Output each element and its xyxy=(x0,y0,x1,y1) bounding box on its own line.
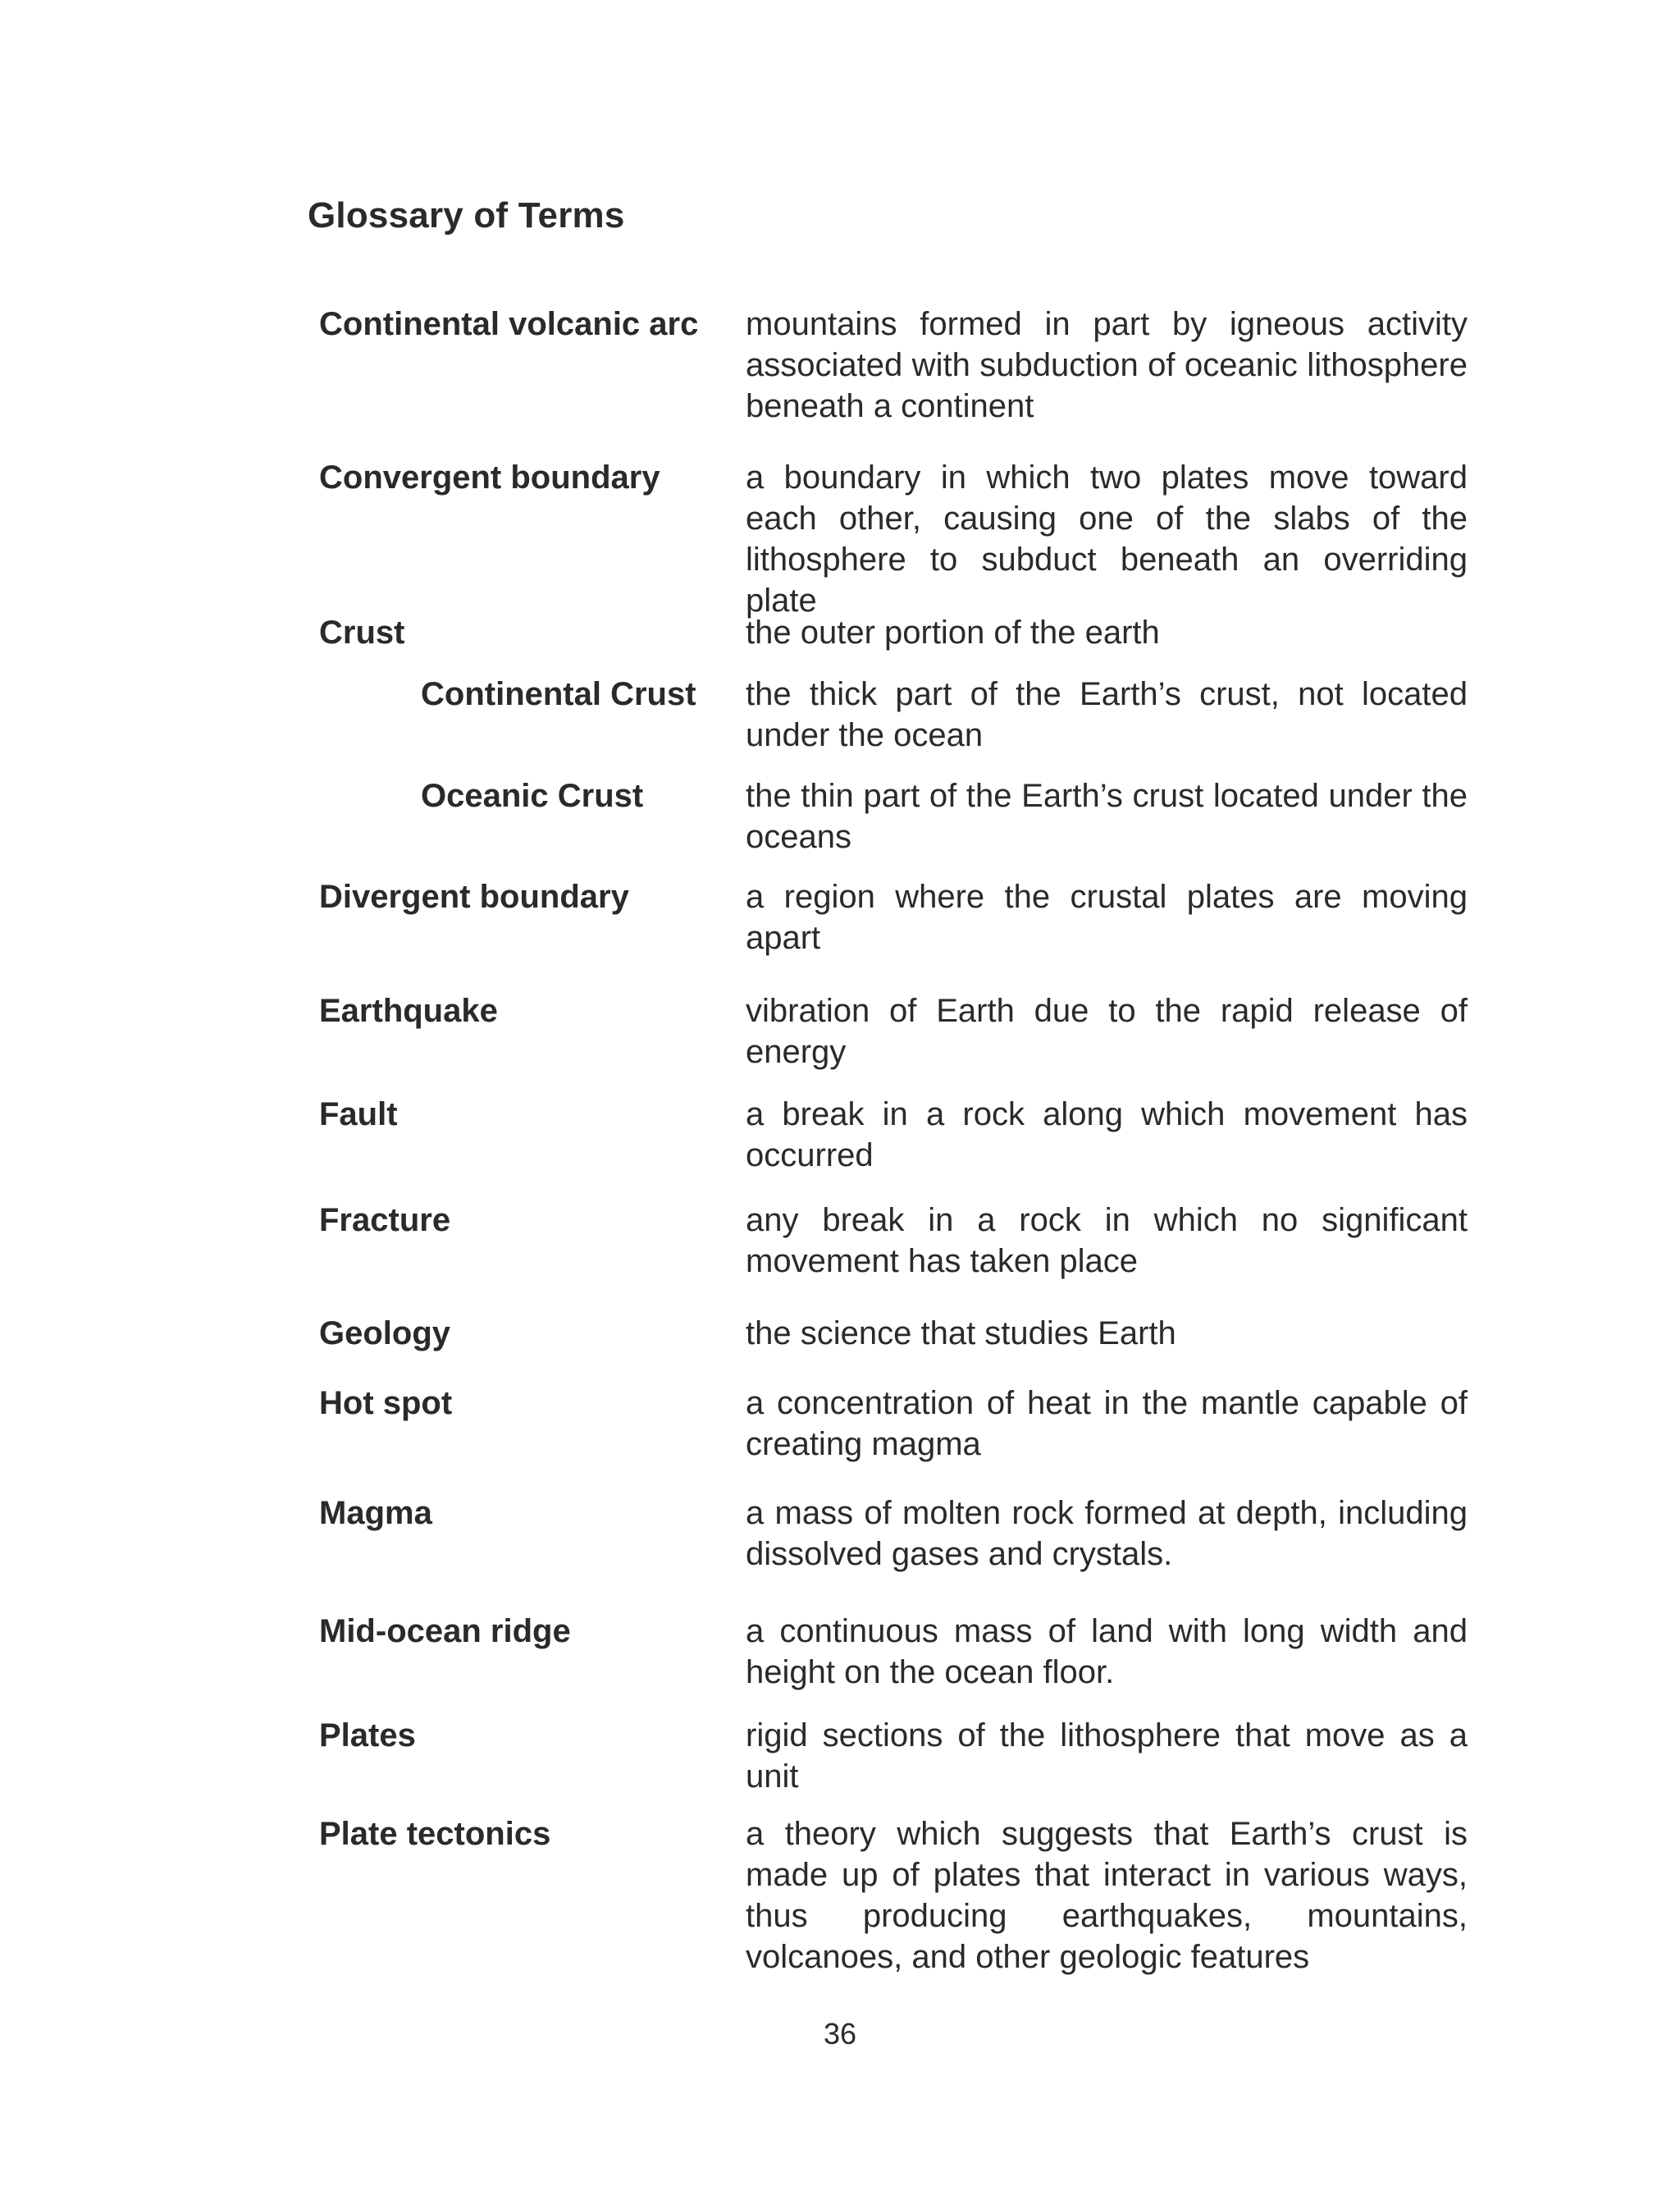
glossary-definition: mountains formed in part by igneous activity associated with subduction of oceanic lithosphere beneath a continent xyxy=(746,306,1468,424)
glossary-term: Magma xyxy=(319,1495,432,1531)
glossary-term: Mid-ocean ridge xyxy=(319,1613,571,1649)
glossary-definition: the science that studies Earth xyxy=(746,1315,1176,1351)
glossary-term: Convergent boundary xyxy=(319,459,660,496)
glossary-definition: a boundary in which two plates move toward each other, causing one of the slabs of the lithosphere to subduct beneath an overriding plate xyxy=(746,459,1468,619)
glossary-definition: vibration of Earth due to the rapid release of energy xyxy=(746,993,1468,1070)
glossary-term: Earthquake xyxy=(319,993,498,1029)
glossary-term: Continental volcanic arc xyxy=(319,306,699,342)
glossary-term: Fault xyxy=(319,1096,398,1132)
glossary-term: Fracture xyxy=(319,1202,451,1238)
glossary-term: Plate tectonics xyxy=(319,1816,551,1852)
glossary-definition: the thick part of the Earth’s crust, not located under the ocean xyxy=(746,676,1468,753)
glossary-definition: rigid sections of the lithosphere that move as a unit xyxy=(746,1717,1468,1795)
glossary-subterm: Continental Crust xyxy=(421,676,696,712)
page-title: Glossary of Terms xyxy=(308,195,625,235)
page-number: 36 xyxy=(823,2017,857,2051)
glossary-definition: a concentration of heat in the mantle capable of creating magma xyxy=(746,1385,1468,1462)
glossary-term: Geology xyxy=(319,1315,451,1351)
glossary-definition: the outer portion of the earth xyxy=(746,615,1160,651)
glossary-definition: a theory which suggests that Earth’s crust is made up of plates that interact in various ways, thus producing earthquakes, mountains, volcanoes, and other geologic features xyxy=(746,1816,1468,1975)
glossary-definition: any break in a rock in which no significant movement has taken place xyxy=(746,1202,1468,1279)
glossary-definition: a break in a rock along which movement has occurred xyxy=(746,1096,1468,1173)
glossary-definition: the thin part of the Earth’s crust located under the oceans xyxy=(746,778,1468,855)
glossary-definition: a continuous mass of land with long width and height on the ocean floor. xyxy=(746,1613,1468,1690)
glossary-definition: a region where the crustal plates are moving apart xyxy=(746,879,1468,956)
glossary-term: Crust xyxy=(319,615,405,651)
glossary-definition: a mass of molten rock formed at depth, including dissolved gases and crystals. xyxy=(746,1495,1468,1572)
glossary-term: Divergent boundary xyxy=(319,879,629,915)
glossary-term: Plates xyxy=(319,1717,416,1753)
glossary-term: Hot spot xyxy=(319,1385,453,1421)
glossary-subterm: Oceanic Crust xyxy=(421,778,644,814)
